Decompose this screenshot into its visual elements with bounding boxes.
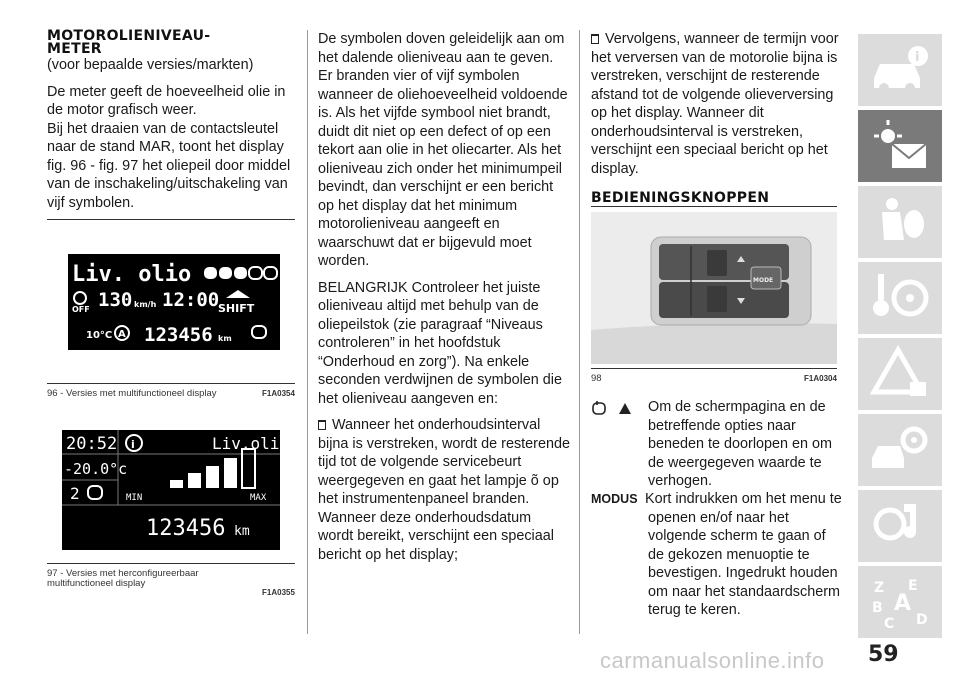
clock-time: 20:52 [66,434,118,454]
odometer-unit: km [218,334,232,343]
lcd-display-graphic [68,254,280,350]
column-divider-2 [579,30,580,634]
figure-96-display [68,254,280,350]
chapter-tab-safety[interactable] [858,186,942,258]
shift-up-icon [226,290,250,298]
oil-level-bar [188,473,201,488]
off-icon [74,292,86,304]
mode-key-label: MODUS [591,492,638,506]
page-number: 59 [868,642,899,667]
figure-97-code: F1A0355 [262,588,295,597]
chapter-tab-index[interactable] [858,566,942,638]
mode-button-label: MODE [753,277,774,284]
chapter-tab-emergency[interactable] [858,338,942,410]
chapter-tab-instruments[interactable] [858,110,942,182]
figure-caption-rule [591,368,837,369]
arrow-buttons-icon [591,400,635,422]
gear-car-icon [870,422,930,478]
figure-caption-rule [47,563,295,564]
warning-light-envelope-icon [870,118,930,174]
car-info-icon [870,42,930,98]
figure-96-code: F1A0354 [262,389,295,398]
paragraph: De symbolen doven geleidelijk aan om het dalende olieniveau aan te geven. Er branden vier of vijf symbolen wanneer de oliehoeveelheid voldoende is. Als het vijfde symbool niet brandt, duidt dit niet op een defect of op een tekort aan olie in het oliecarter. Als het olieniveau zich onder het minimumpeil bevindt, dan verschijnt er een bericht op het display dat het minimum motorolieniveau aangeeft en waarschuwt dat er bijgevuld moet worden. [318,31,568,269]
svg-text:Z: Z [874,580,885,596]
outside-temp: 10°C [86,330,113,341]
bar-min-label: MIN [126,493,143,503]
chapter-tab-vehicle[interactable] [858,34,942,106]
chapter-tab-technical[interactable] [858,490,942,562]
screen-title: Liv.olio [212,434,290,453]
svg-text:C: C [884,616,895,632]
headlight-level: 2 [70,484,80,503]
chapter-tab-driving[interactable] [858,262,942,334]
control-arrows-row [591,398,841,491]
checkbox-bullet-icon [318,420,326,430]
reconfigurable-display-graphic [62,430,290,550]
lcd-title: Liv. olio [72,262,192,287]
headlight-icon [88,486,102,499]
figure-top-rule [47,219,295,220]
svg-text:B: B [872,600,883,616]
figure-98-controls-photo [591,212,837,364]
oil-level-bar [242,449,255,488]
mode-button-description: Kort indrukken om het menu te openen en/of naar het volgende scherm te gaan of de gekozen menuoptie te bevestigen. Ingedrukt houden om naar het standaardscherm terug te keren. [645,491,842,618]
svg-text:D: D [916,612,928,628]
headlight-icon [252,326,266,338]
column-divider-1 [307,30,308,634]
airbag-icon [870,194,930,250]
paragraph: De meter geeft de hoeveelheid olie in de motor grafisch weer. [47,83,286,118]
bullet-item: Wanneer het onderhoudsinterval bijna is verstreken, wordt de resterende tijd tot de volgende servicebeurt weergegeven en gaat het lampje õ op het instrumentenpaneel branden. Wanneer deze onderhoudsdatum wordt bereikt, verschijnt een speciaal bericht op het display; [318,417,570,563]
warning-triangle-icon [870,346,930,402]
svg-text:i: i [131,438,135,451]
svg-text:A: A [894,591,912,616]
svg-text:i: i [915,50,920,65]
odometer-value: 123456 [146,516,226,541]
bar-max-label: MAX [250,493,267,503]
key-steering-wheel-icon [870,270,930,326]
speed-value: 130 [98,289,133,311]
section-heading-controls: BEDIENINGSKNOPPEN [591,190,770,206]
figure-98-caption: 98 [591,373,602,384]
wrench-music-icon [870,498,930,554]
oil-level-bar [170,480,183,488]
paragraph: Bij het draaien van de contactsleutel naar de stand MAR, toont het display fig. 96 - fig. 97 het oliepeil door middel van de inschakeling/uitschakeling van vijf symbolen. [47,120,291,211]
figure-98-code: F1A0304 [804,374,837,383]
outside-temp: -20.0°c [64,460,128,478]
control-mode-row [591,490,841,620]
svg-text:OFF: OFF [72,305,90,314]
figure-97-display [62,430,290,550]
column-1 [47,30,295,212]
column-2 [318,30,570,564]
chapter-tab-maintenance[interactable] [858,414,942,486]
oil-level-bar [224,458,237,488]
speed-unit: km/h [134,300,157,309]
control-buttons-graphic [591,212,837,364]
oil-level-bars [170,449,255,488]
svg-text:E: E [908,578,918,594]
figure-96-caption: 96 - Versies met multifunctioneel display [47,388,217,399]
odometer-value: 123456 [144,324,213,346]
clock-time: 12:00 [162,289,220,311]
section-heading-oil-meter: MOTOROLIENIVEAU- METER [47,28,211,57]
paragraph-important: BELANGRIJK Controleer het juiste olieniveau altijd met behulp van de oliepeilstok (zie paragraaf “Niveaus controleren” in het hoofdstuk “Onderhoud en zorg”). Na enkele seconden verdwijnen de symbolen die het olieniveau aangeven en: [318,279,562,407]
figure-top-rule [591,206,837,207]
alphabet-index-icon [870,574,930,630]
shift-indicator: SHIFT [218,302,255,315]
watermark: carmanualsonline.info [600,648,825,673]
column-3 [591,30,841,205]
arrow-buttons-description: Om de schermpagina en de betreffende opties naar beneden te doorlopen en om de weergegeven waarde te verhogen. [648,399,833,489]
figure-97-caption: 97 - Versies met herconfigureerbaar multifunctioneel display [47,568,199,589]
odometer-unit: km [234,524,250,539]
bullet-item: Vervolgens, wanneer de termijn voor het verversen van de motorolie bijna is verstreken, verschijnt de resterende afstand tot de volgende olieverversing op het display. Wanneer dit onderhoudsinterval is verstreken, verschijnt een speciaal bericht op het display. [591,31,839,177]
checkbox-bullet-icon [591,34,599,44]
figure-caption-rule [47,383,295,384]
subtitle: (voor bepaalde versies/markten) [47,57,254,73]
oil-level-bar [206,466,219,488]
svg-text:A: A [118,329,126,340]
oil-level-symbols [204,267,277,279]
